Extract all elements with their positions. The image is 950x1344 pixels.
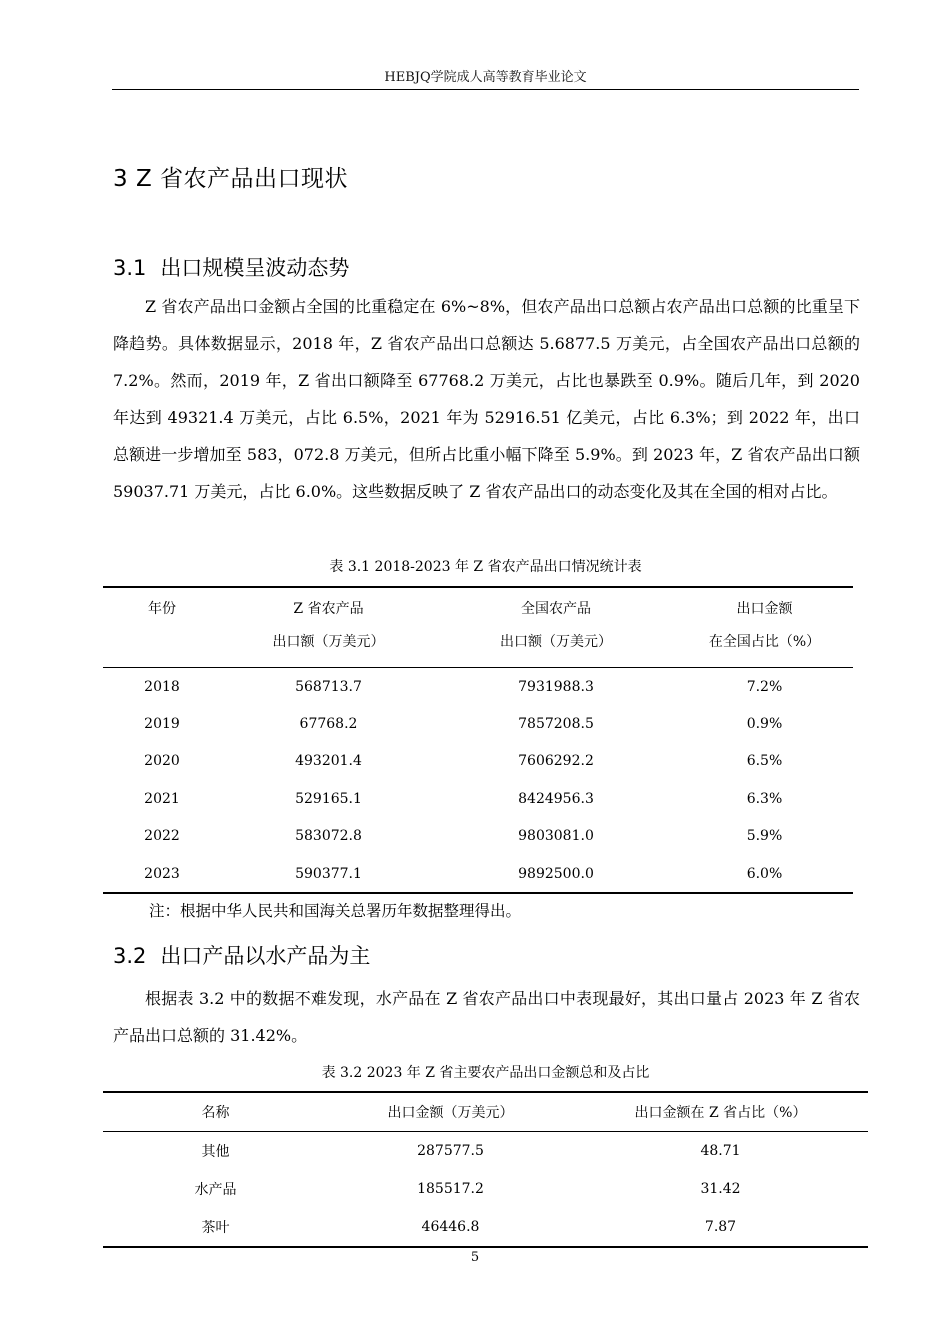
table-3-1-note: 注：根据中华人民共和国海关总署历年数据整理得出。 [149, 902, 522, 920]
table-row [103, 855, 853, 893]
cell-province-export: 583072.8 [295, 828, 362, 845]
cell-province-export: 67768.2 [299, 716, 358, 733]
section-3-2-heading [113, 940, 370, 970]
header-province-export: Z 省农产品 [293, 600, 364, 617]
cell-year: 2021 [144, 790, 180, 807]
table-3-1-caption: 表 3.1 2018-2023 年 Z 省农产品出口情况统计表 [329, 559, 642, 575]
table-header-row [103, 587, 853, 627]
cell-year: 2019 [144, 716, 180, 733]
section-number: 3.2 [113, 944, 147, 968]
cell-province-export: 568713.7 [295, 678, 362, 695]
cell-share: 0.9% [746, 716, 783, 733]
cell-national-export: 9892500.0 [518, 865, 594, 882]
cell-province-share: 31.42 [700, 1181, 741, 1197]
cell-national-export: 7857208.5 [518, 716, 594, 733]
main-products-table [103, 1091, 868, 1248]
cell-name: 其他 [201, 1144, 230, 1160]
cell-national-export: 8424956.3 [518, 790, 594, 807]
table-row [103, 668, 853, 706]
table-row [103, 1132, 868, 1171]
cell-share: 6.5% [746, 753, 783, 770]
cell-share: 7.2% [746, 678, 783, 695]
table-row [103, 743, 853, 780]
header-export-amount: 出口金额（万美元） [328, 1092, 573, 1132]
header-province-share: 出口金额在 Z 省占比（%） [573, 1092, 868, 1132]
header-rule [112, 89, 859, 90]
chapter-title: 3 Z 省农产品出口现状 [113, 166, 349, 192]
cell-name: 水产品 [194, 1182, 237, 1198]
cell-national-export: 7606292.2 [518, 753, 594, 770]
cell-province-export: 590377.1 [295, 865, 362, 882]
cell-province-share: 7.87 [704, 1219, 737, 1235]
cell-share: 6.0% [746, 865, 783, 882]
cell-province-share: 48.71 [700, 1143, 741, 1159]
section-title: 出口规模呈波动态势 [160, 256, 350, 280]
table-header-row [103, 1092, 868, 1132]
header-national-export: 全国农产品 [521, 600, 591, 617]
header-name: 名称 [103, 1092, 328, 1132]
section-3-1-paragraph: Z 省农产品出口金额占全国的比重稳定在 6%~8%，但农产品出口总额占农产品出口总额的比重呈下降趋势。具体数据显示，2018 年，Z 省农产品出口总额达 5.6877.5 万美元，占全国农产品出口总额的 7.2%。然而，2019 年，Z 省出口额降至 67768.2 万美元，占比也暴跌至 0.9%。随后几年，到 2020 年达到 49321.4 万美元，占比 6.5%，2021 年为 52916.51 亿美元，占比 6.3%；到 2022 年，出口总额进一步增加至 583，072.8 万美元，但所占比重小幅下降至 5.9%。到 2023 年，Z 省农产品出口额 59037.71 万美元，占比 6.0%。这些数据反映了 Z 省农产品出口的动态变化及其在全国的相对占比。 [113, 297, 860, 501]
table-row [103, 780, 853, 817]
section-number: 3.1 [113, 256, 147, 280]
cell-national-export: 7931988.3 [518, 678, 594, 695]
section-3-2-paragraph: 根据表 3.2 中的数据不难发现，水产品在 Z 省农产品出口中表现最好，其出口量占 2023 年 Z 省农产品出口总额的 31.42%。 [113, 989, 860, 1045]
header-share: 出口金额 [736, 600, 793, 617]
cell-province-export: 493201.4 [295, 753, 362, 770]
table-row [103, 705, 853, 742]
header-share-unit: 在全国占比（%） [676, 627, 853, 668]
cell-share: 6.3% [746, 790, 783, 807]
cell-national-export: 9803081.0 [518, 828, 594, 845]
export-statistics-table [103, 586, 853, 894]
cell-year: 2023 [144, 865, 180, 882]
table-header-row-2 [103, 627, 853, 668]
cell-year: 2018 [144, 678, 180, 695]
table-row [103, 1208, 868, 1247]
cell-year: 2020 [144, 753, 180, 770]
cell-province-export: 529165.1 [295, 790, 362, 807]
table-3-2-caption: 表 3.2 2023 年 Z 省主要农产品出口金额总和及占比 [321, 1065, 650, 1081]
cell-share: 5.9% [746, 828, 783, 845]
cell-export-amount: 185517.2 [417, 1181, 484, 1197]
section-title: 出口产品以水产品为主 [160, 944, 371, 968]
table-row [103, 818, 853, 855]
cell-year: 2022 [144, 828, 180, 845]
section-3-1-heading [113, 252, 349, 282]
cell-export-amount: 46446.8 [421, 1219, 480, 1235]
page-number: 5 [470, 1250, 480, 1265]
header-year: 年份 [148, 600, 176, 617]
header-national-export-unit: 出口额（万美元） [436, 627, 676, 668]
header-province-export-unit: 出口额（万美元） [221, 627, 436, 668]
cell-export-amount: 287577.5 [417, 1143, 484, 1159]
table-row [103, 1170, 868, 1208]
cell-name: 茶叶 [201, 1220, 230, 1236]
page-header: HEBJQ学院成人高等教育毕业论文 [384, 70, 587, 85]
